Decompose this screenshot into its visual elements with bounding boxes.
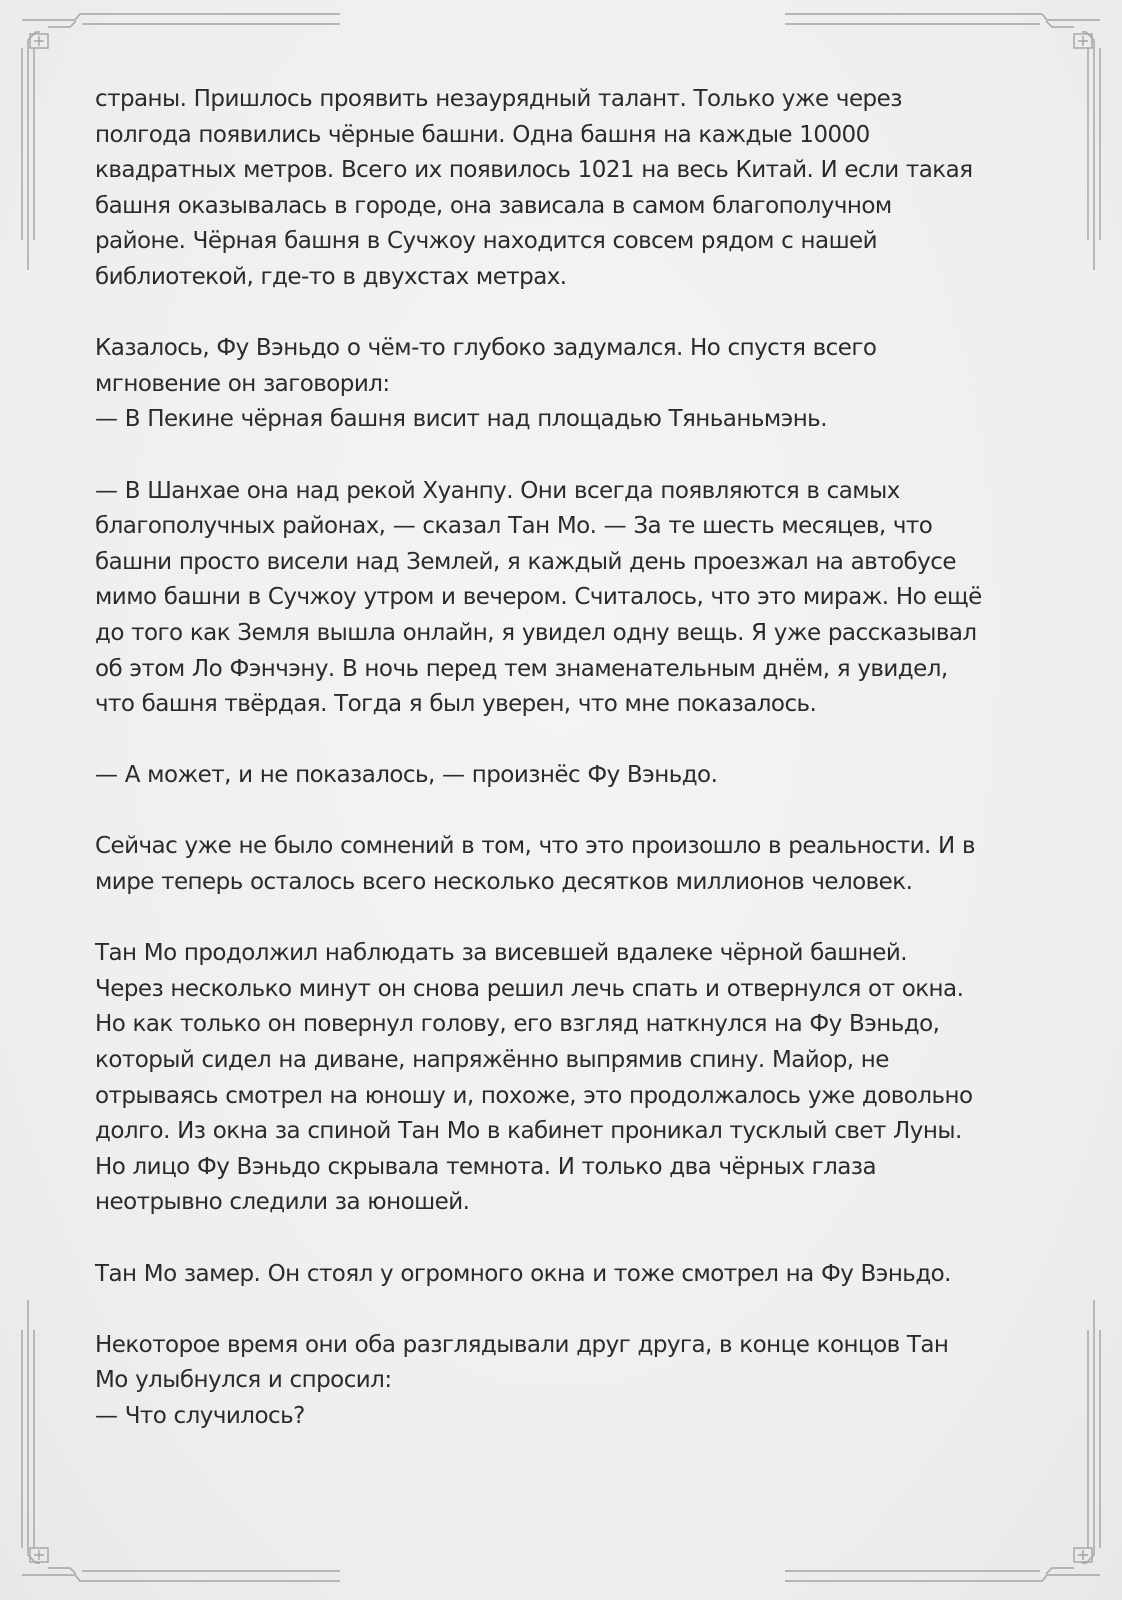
text-line: башни просто висели над Землей, я каждый день проезжал на автобусе — [95, 548, 956, 575]
text-line: мгновение он заговорил: — [95, 370, 390, 397]
paragraph-8 — [95, 1328, 1035, 1435]
text-line: Тан Мо замер. Он стоял у огромного окна и тоже смотрел на Фу Вэньдо. — [95, 1260, 951, 1287]
text-line: мимо башни в Сучжоу утром и вечером. Считалось, что это мираж. Но ещё — [95, 584, 982, 611]
paragraph-6 — [95, 936, 1035, 1221]
text-line: мире теперь осталось всего несколько десятков миллионов человек. — [95, 869, 913, 896]
paragraph-3 — [95, 474, 1035, 723]
text-line: Тан Мо продолжил наблюдать за висевшей вдалеке чёрной башней. — [95, 940, 908, 967]
text-line: до того как Земля вышла онлайн, я увидел одну вещь. Я уже рассказывал — [95, 619, 977, 646]
text-line: районе. Чёрная башня в Сучжоу находится совсем рядом с нашей — [95, 228, 878, 255]
text-line: полгода появились чёрные башни. Одна башня на каждые 10000 — [95, 121, 870, 148]
text-line: квадратных метров. Всего их появилось 1021 на весь Китай. И если такая — [95, 157, 973, 184]
text-line: благополучных районах, — сказал Тан Мо. — За те шесть месяцев, что — [95, 513, 933, 540]
text-line: Некоторое время они оба разглядывали друг друга, в конце концов Тан — [95, 1331, 949, 1358]
text-line: библиотекой, где-то в двухстах метрах. — [95, 263, 567, 290]
text-line: что башня твёрдая. Тогда я был уверен, что мне показалось. — [95, 691, 817, 718]
text-line: — Что случилось? — [95, 1402, 305, 1429]
text-line: башня оказывалась в городе, она зависала в самом благополучном — [95, 192, 892, 219]
text-line: об этом Ло Фэнчэну. В ночь перед тем знаменательным днём, я увидел, — [95, 655, 948, 682]
body-text — [95, 82, 1035, 1470]
text-line: — А может, и не показалось, — произнёс Фу Вэньдо. — [95, 762, 718, 789]
paragraph-4 — [95, 758, 1035, 794]
paragraph-7 — [95, 1257, 1035, 1293]
text-line: Казалось, Фу Вэньдо о чём-то глубоко задумался. Но спустя всего — [95, 335, 877, 362]
text-line: — В Шанхае она над рекой Хуанпу. Они всегда появляются в самых — [95, 477, 900, 504]
text-line: Через несколько минут он снова решил лечь спать и отвернулся от окна. — [95, 975, 964, 1002]
text-line: отрываясь смотрел на юношу и, похоже, это продолжалось уже довольно — [95, 1082, 973, 1109]
text-line: который сидел на диване, напряжённо выпрямив спину. Майор, не — [95, 1047, 889, 1074]
text-line: — В Пекине чёрная башня висит над площадью Тяньаньмэнь. — [95, 406, 827, 433]
text-line: долго. Из окна за спиной Тан Мо в кабинет проникал тусклый свет Луны. — [95, 1118, 962, 1145]
paragraph-2 — [95, 331, 1035, 438]
text-line: неотрывно следили за юношей. — [95, 1189, 470, 1216]
paragraph-5 — [95, 829, 1035, 900]
paragraph-1 — [95, 82, 1035, 296]
text-line: Но лицо Фу Вэньдо скрывала темнота. И только два чёрных глаза — [95, 1153, 877, 1180]
text-line: Сейчас уже не было сомнений в том, что это произошло в реальности. И в — [95, 833, 975, 860]
text-line: Но как только он повернул голову, его взгляд наткнулся на Фу Вэньдо, — [95, 1011, 940, 1038]
text-line: Мо улыбнулся и спросил: — [95, 1367, 392, 1394]
text-line: страны. Пришлось проявить незаурядный талант. Только уже через — [95, 86, 902, 112]
